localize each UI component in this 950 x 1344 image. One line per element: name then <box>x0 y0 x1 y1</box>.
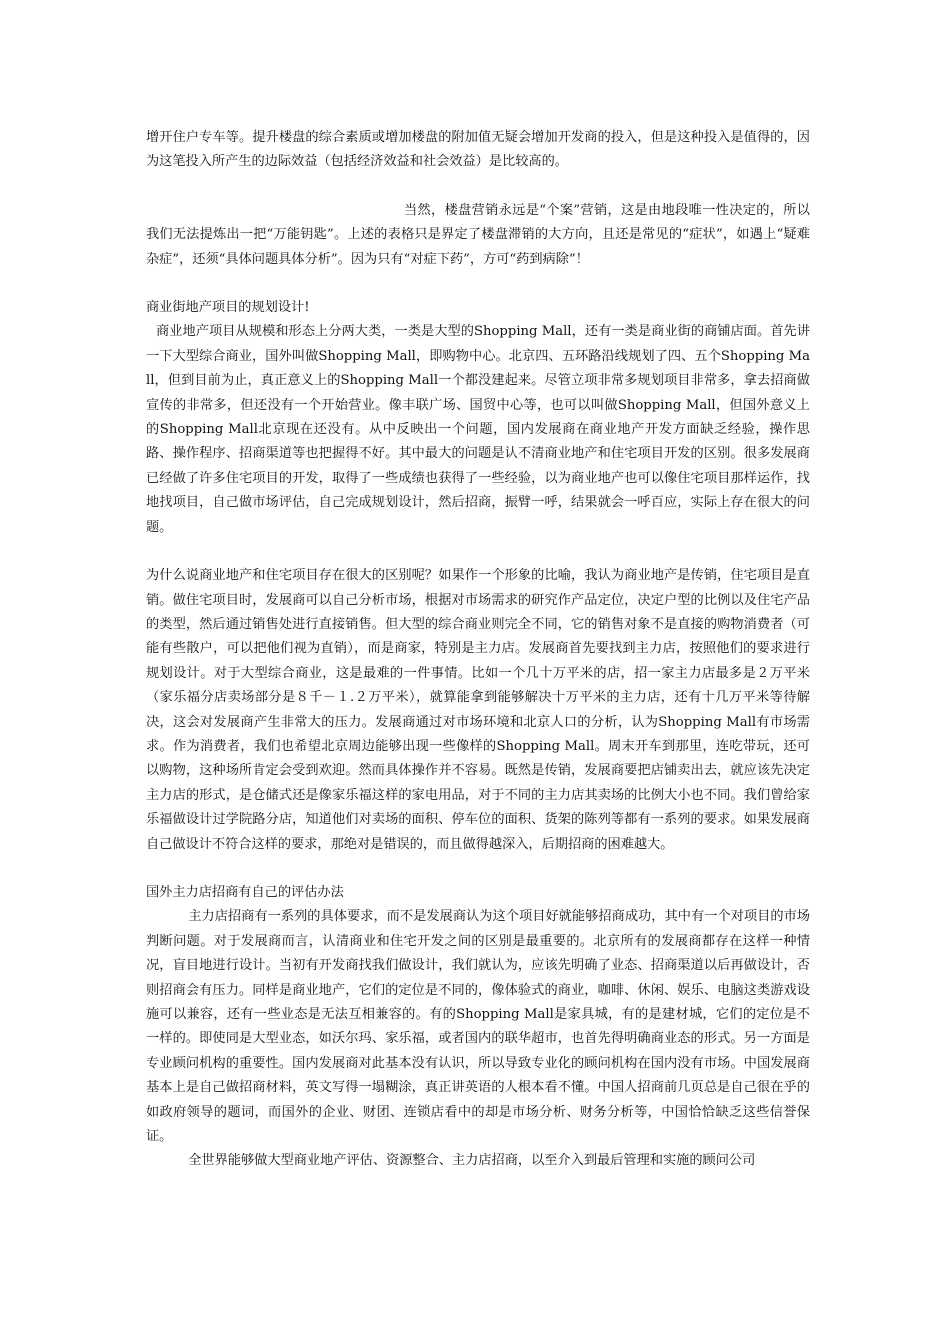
spacer <box>146 272 810 296</box>
spacer <box>146 540 810 564</box>
document-page <box>146 126 810 1174</box>
paragraph-3: 商业地产项目从规模和形态上分两大类，一类是大型的Shopping Mall，还有一类是商业街的商铺店面。首先讲一下大型综合商业，国外叫做Shopping Mall，即购物中心。北京四、五环路沿线规划了四、五个Shopping Mall，但到目前为止，真正意义上的Shopping Mall一个都没建起来。尽管立项非常多规划项目非常多，拿去招商做宣传的非常多，但还没有一个开始营业。像丰联广场、国贸中心等，也可以叫做Shopping Mall，但国外意义上的Shopping Mall北京现在还没有。从中反映出一个问题，国内发展商在商业地产开发方面缺乏经验，操作思路、操作程序、招商渠道等也把握得不好。其中最大的问题是认不清商业地产和住宅项目开发的区别。很多发展商已经做了许多住宅项目的开发，取得了一些成绩也获得了一些经验，以为商业地产也可以像住宅项目那样运作，找地找项目，自己做市场评估，自己完成规划设计，然后招商，振臂一呼，结果就会一呼百应，实际上存在很大的问题。 <box>146 324 810 535</box>
spacer <box>146 857 810 881</box>
section-heading-1: 商业街地产项目的规划设计! <box>146 300 310 316</box>
paragraph-2: 当然，楼盘营销永远是“个案”营销，这是由地段唯一性决定的，所以我们无法提炼出一把“万能钥匙”。上述的表格只是界定了楼盘滞销的大方向，且还是常见的“症状”，如遇上“疑难杂症”，还须“具体问题具体分析”。因为只有“对症下药”，方可“药到病除”！ <box>146 202 810 267</box>
paragraph-6: 全世界能够做大型商业地产评估、资源整合、主力店招商，以至介入到最后管理和实施的顾问公司 <box>188 1153 756 1169</box>
section-heading-2: 国外主力店招商有自己的评估办法 <box>146 884 344 900</box>
paragraph-1: 增开住户专车等。提升楼盘的综合素质或增加楼盘的附加值无疑会增加开发商的投入，但是这种投入是值得的，因为这笔投入所产生的边际效益（包括经济效益和社会效益）是比较高的。 <box>146 130 810 170</box>
spacer <box>146 175 810 199</box>
paragraph-5: 主力店招商有一系列的具体要求，而不是发展商认为这个项目好就能够招商成功，其中有一个对项目的市场判断问题。对于发展商而言，认清商业和住宅开发之间的区别是最重要的。北京所有的发展商都存在这样一种情况，盲目地进行设计。当初有开发商找我们做设计，我们就认为，应该先明确了业态、招商渠道以后再做设计，否则招商会有压力。同样是商业地产，它们的定位是不同的，像体验式的商业，咖啡、休闲、娱乐、电脑这类游戏设施可以兼容，还有一些业态是无法互相兼容的。有的Shopping Mall是家具城，有的是建材城，它们的定位是不一样的。即使同是大型业态，如沃尔玛、家乐福，或者国内的联华超市，也首先得明确商业态的形式。另一方面是专业顾问机构的重要性。国内发展商对此基本没有认识，所以导致专业化的顾问机构在国内没有市场。中国发展商基本上是自己做招商材料，英文写得一塌糊涂，真正讲英语的人根本看不懂。中国人招商前几页总是自己很在乎的如政府领导的题词，而国外的企业、财团、连锁店看中的却是市场分析、财务分析等，中国恰恰缺乏这些信誉保证。 <box>146 909 810 1145</box>
paragraph-4: 为什么说商业地产和住宅项目存在很大的区别呢？如果作一个形象的比喻，我认为商业地产是传销，住宅项目是直销。做住宅项目时，发展商可以自己分析市场，根据对市场需求的研究作产品定位，决定户型的比例以及住宅产品的类型，然后通过销售处进行直接销售。但大型的综合商业则完全不同，它的销售对象不是直接的购物消费者（可能有些散户，可以把他们视为直销），而是商家，特别是主力店。发展商首先要找到主力店，按照他们的要求进行规划设计。对于大型综合商业，这是最难的一件事情。比如一个几十万平米的店，招一家主力店最多是２万平米（家乐福分店卖场部分是８千－１.２万平米），就算能拿到能够解决十万平米的主力店，还有十几万平米等待解决，这会对发展商产生非常大的压力。发展商通过对市场环境和北京人口的分析，认为Shopping Mall有市场需求。作为消费者，我们也希望北京周边能够出现一些像样的Shopping Mall。周末开车到那里，连吃带玩，还可以购物，这种场所肯定会受到欢迎。然而具体操作并不容易。既然是传销，发展商要把店铺卖出去，就应该先决定主力店的形式，是仓储式还是像家乐福这样的家电用品，对于不同的主力店其卖场的比例大小也不同。我们曾给家乐福做设计过学院路分店，知道他们对卖场的面积、停车位的面积、货架的陈列等都有一系列的要求。如果发展商自己做设计不符合这样的要求，那绝对是错误的，而且做得越深入，后期招商的困难越大。 <box>146 568 810 852</box>
